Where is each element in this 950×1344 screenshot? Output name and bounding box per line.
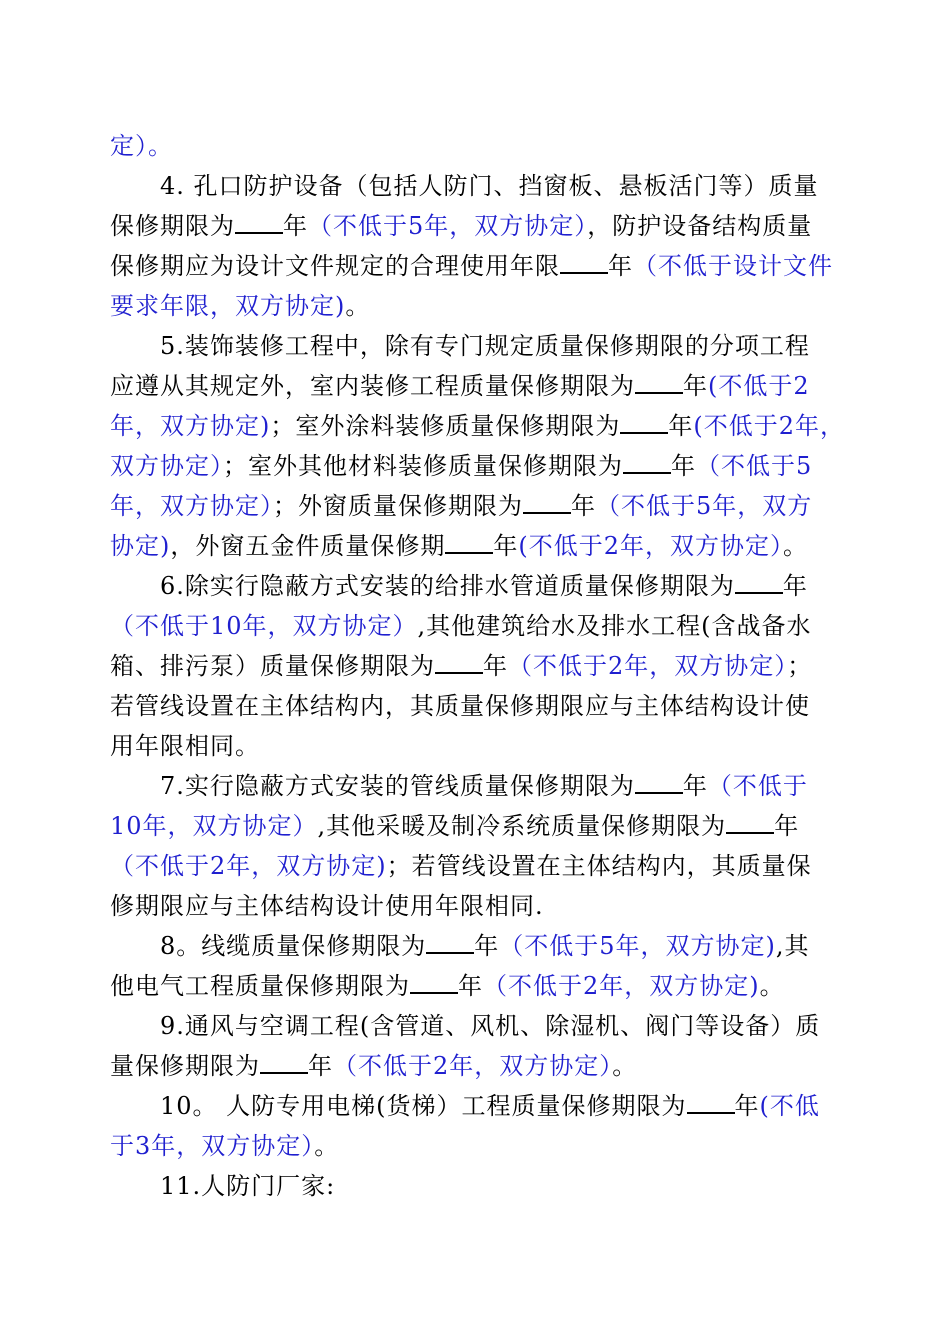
text-line [110, 286, 850, 326]
body-text: 年 [483, 652, 508, 680]
body-text: 年 [571, 492, 596, 520]
body-text: ；外窗质量保修期限为 [273, 492, 523, 520]
body-text: 。 [612, 1052, 638, 1080]
highlighted-note: （不低于10年，双方协定） [110, 612, 418, 640]
text-line [160, 1006, 850, 1046]
body-text: 。 [345, 292, 371, 320]
text-line [110, 406, 850, 446]
body-text: 他电气工程质量保修期限为 [110, 972, 410, 1000]
text-line [160, 1166, 850, 1206]
body-text: 11.人防门厂家: [160, 1172, 336, 1200]
body-text: 。 [314, 1132, 340, 1160]
highlighted-note: (不低于2年， [693, 412, 846, 440]
fill-in-blank[interactable] [635, 372, 683, 394]
body-text: ，外窗五金件质量保修期 [170, 532, 446, 560]
highlighted-note: 年，双方协定） [110, 492, 273, 520]
highlighted-note: （不低于2年，双方协定） [333, 1052, 613, 1080]
text-line [110, 526, 850, 566]
body-text: 年 [774, 812, 800, 840]
body-text: ,其他建筑给水及排水工程(含战备水 [417, 612, 812, 640]
body-text: 箱、排污泵）质量保修期限为 [110, 652, 435, 680]
highlighted-note: （不低于2年，双方协定） [508, 652, 788, 680]
text-line [160, 926, 850, 966]
body-text: 年 [608, 252, 633, 280]
body-text: 年 [671, 452, 696, 480]
fill-in-blank[interactable] [445, 532, 493, 554]
text-line [110, 446, 850, 486]
highlighted-note: 协定) [110, 532, 171, 560]
fill-in-blank[interactable] [260, 1052, 308, 1074]
text-line [160, 766, 850, 806]
highlighted-note: （不低于5年，双方协定） [308, 212, 588, 240]
text-line [160, 166, 850, 206]
highlighted-note: （不低于设计文件 [633, 252, 833, 280]
highlighted-note: 于3年，双方协定） [110, 1132, 315, 1160]
text-line [110, 806, 850, 846]
body-text: 年 [682, 772, 708, 800]
text-line [110, 1046, 850, 1086]
fill-in-blank[interactable] [410, 972, 458, 994]
fill-in-blank[interactable] [435, 652, 483, 674]
highlighted-note: （不低于5 [696, 452, 813, 480]
body-text: 年 [493, 532, 519, 560]
body-text: 年 [458, 972, 483, 1000]
fill-in-blank[interactable] [235, 212, 283, 234]
body-text: 9.通风与空调工程(含管道、风机、除湿机、阀门等设备）质 [160, 1012, 821, 1040]
text-line [110, 366, 850, 406]
highlighted-note: （不低于5年，双方 [596, 492, 813, 520]
body-text: 量保修期限为 [110, 1052, 260, 1080]
text-line [110, 246, 850, 286]
body-text: 10。 人防专用电梯(货梯）工程质量保修期限为 [160, 1092, 687, 1120]
body-text: 用年限相同。 [110, 732, 260, 760]
fill-in-blank[interactable] [560, 252, 608, 274]
body-text: 若管线设置在主体结构内，其质量保修期限应与主体结构设计使 [110, 692, 810, 720]
body-text: ,其他采暖及制冷系统质量保修期限为 [317, 812, 727, 840]
text-line [110, 726, 850, 766]
body-text: 年 [474, 932, 500, 960]
fill-in-blank[interactable] [623, 452, 671, 474]
text-line [160, 326, 850, 366]
text-line [110, 846, 850, 886]
body-text: ；室外涂料装修质量保修期限为 [270, 412, 621, 440]
body-text: ； [787, 652, 813, 680]
body-text: 年 [734, 1092, 760, 1120]
fill-in-blank[interactable] [620, 412, 668, 434]
body-text: 保修期应为设计文件规定的合理使用年限 [110, 252, 560, 280]
body-text: 应遵从其规定外，室内装修工程质量保修期限为 [110, 372, 635, 400]
text-line [160, 566, 850, 606]
body-text: 4. 孔口防护设备（包括人防门、挡窗板、悬板活门等）质量 [160, 172, 819, 200]
fill-in-blank[interactable] [523, 492, 571, 514]
highlighted-note: 要求年限，双方协定) [110, 292, 346, 320]
body-text: 保修期限为 [110, 212, 235, 240]
body-text: 8。线缆质量保修期限为 [160, 932, 427, 960]
highlighted-note: (不低于2 [708, 372, 810, 400]
body-text: ，防护设备结构质量 [587, 212, 813, 240]
body-text: 6.除实行隐蔽方式安装的给排水管道质量保修期限为 [160, 572, 735, 600]
text-line [110, 886, 850, 926]
body-text: ,其 [775, 932, 810, 960]
text-line [110, 206, 850, 246]
fill-in-blank[interactable] [426, 932, 474, 954]
text-line [110, 686, 850, 726]
highlighted-note: 定）。 [110, 132, 173, 160]
text-line [110, 1126, 850, 1166]
highlighted-note: (不低于2年，双方协定） [518, 532, 784, 560]
body-text: 。 [783, 532, 809, 560]
fill-in-blank[interactable] [687, 1092, 735, 1114]
text-line [110, 646, 850, 686]
body-text: 年 [683, 372, 708, 400]
body-text: 年 [283, 212, 308, 240]
body-text: 。 [759, 972, 785, 1000]
highlighted-note: (不低 [759, 1092, 820, 1120]
text-line [110, 606, 850, 646]
highlighted-note: 10年，双方协定） [110, 812, 318, 840]
body-text: ；若管线设置在主体结构内，其质量保 [386, 852, 812, 880]
body-text: 5.装饰装修工程中，除有专门规定质量保修期限的分项工程 [160, 332, 810, 360]
highlighted-note: （不低于5年，双方协定) [499, 932, 776, 960]
text-line [110, 126, 850, 166]
highlighted-note: （不低于 [707, 772, 808, 800]
body-text: 修期限应与主体结构设计使用年限相同. [110, 892, 544, 920]
highlighted-note: （不低于2年，双方协定) [110, 852, 387, 880]
body-text: 年 [782, 572, 808, 600]
body-text: 7.实行隐蔽方式安装的管线质量保修期限为 [160, 772, 635, 800]
highlighted-note: 双方协定） [110, 452, 223, 480]
body-text: 年 [668, 412, 694, 440]
highlighted-note: 年，双方协定) [110, 412, 271, 440]
fill-in-blank[interactable] [735, 572, 783, 594]
text-line [160, 1086, 850, 1126]
text-line [110, 486, 850, 526]
highlighted-note: （不低于2年，双方协定) [483, 972, 760, 1000]
body-text: 年 [308, 1052, 333, 1080]
body-text: ；室外其他材料装修质量保修期限为 [223, 452, 623, 480]
fill-in-blank[interactable] [726, 812, 774, 834]
text-line [110, 966, 850, 1006]
fill-in-blank[interactable] [635, 772, 683, 794]
